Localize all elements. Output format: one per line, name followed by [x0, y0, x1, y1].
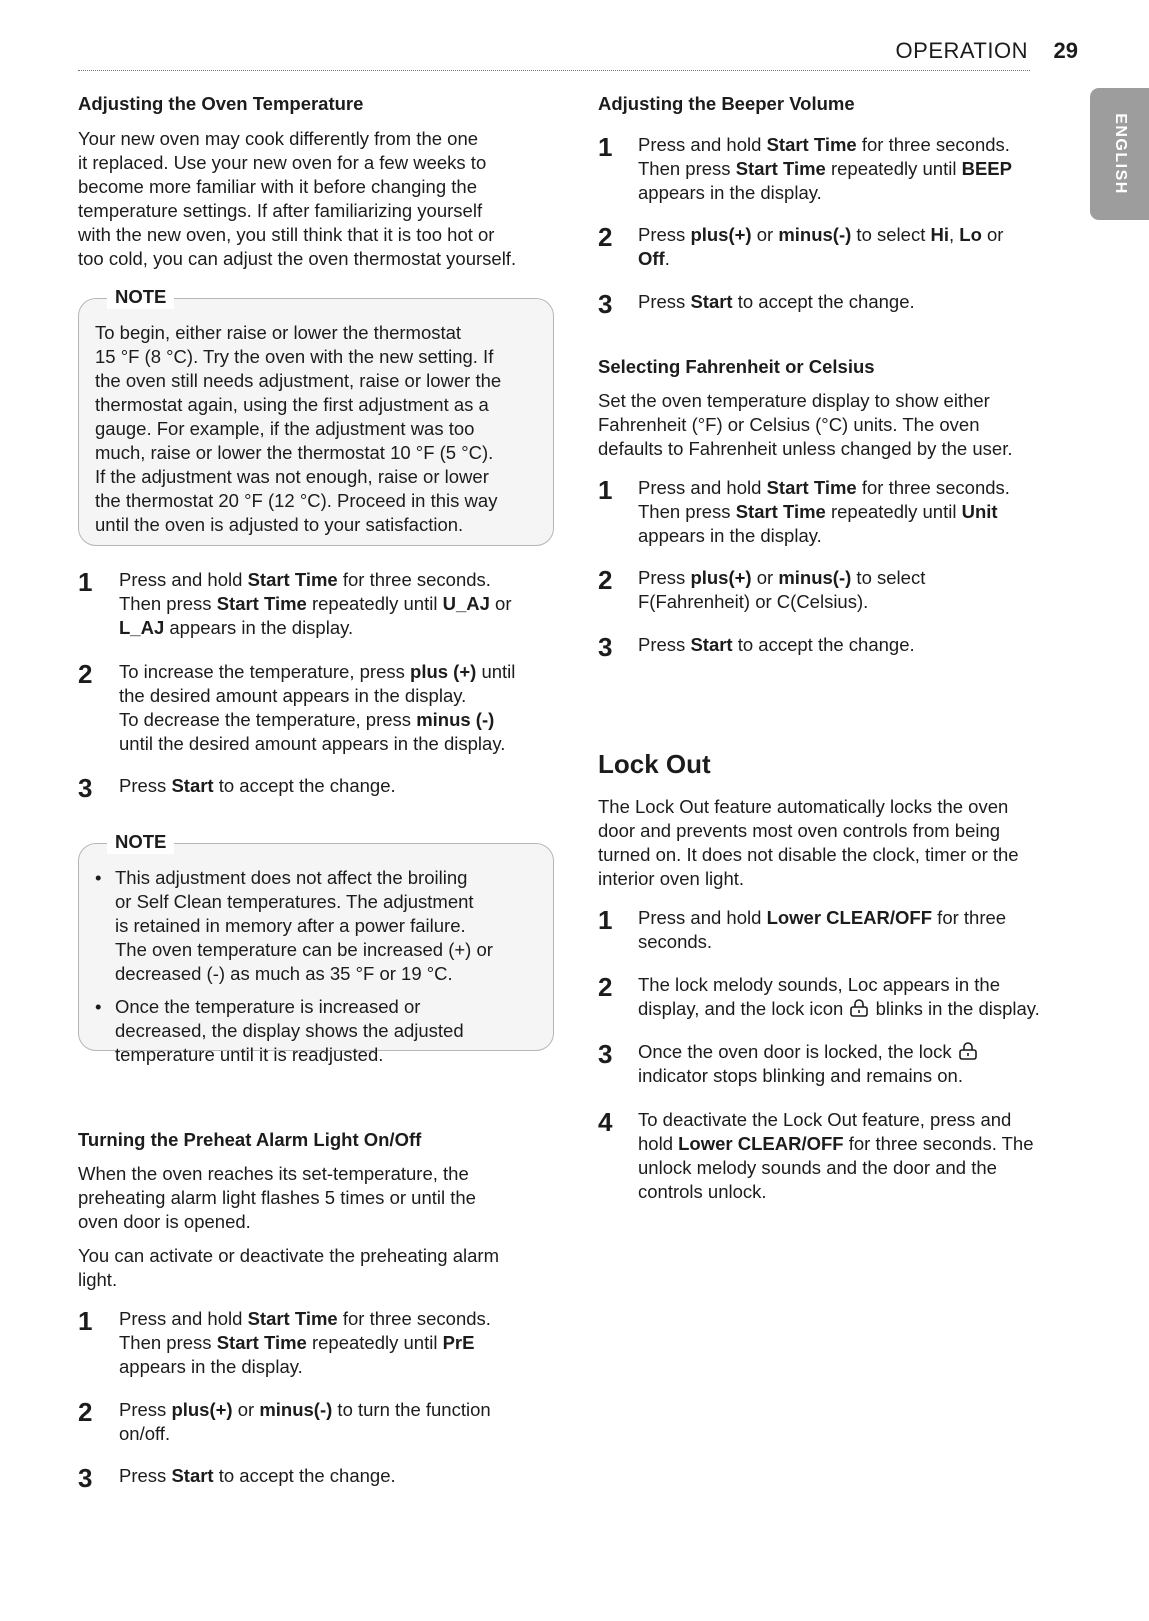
lockout-step-2	[598, 973, 1078, 1021]
beeper-heading: Adjusting the Beeper Volume	[598, 93, 855, 114]
units-intro: Set the oven temperature display to show either Fahrenheit (°F) or Celsius (°C) units. The oven defaults to Fahrenheit unless changed by the user.	[598, 390, 1013, 459]
oven-temp-heading: Adjusting the Oven Temperature	[78, 93, 364, 114]
step-text: Press and hold Start Time for three seconds. Then press Start Time repeatedly until BEEP appears in the display.	[638, 134, 1012, 203]
units-step-3	[598, 632, 1078, 662]
oven-temp-intro: Your new oven may cook differently from the one it replaced. Use your new oven for a few weeks to become more familiar with it before changing the temperature settings. If after familiarizing yourself with the new oven, you still think that it is too hot or too cold, you can adjust the oven thermostat yourself.	[78, 128, 517, 269]
page-header	[78, 38, 1078, 68]
units-step-1	[598, 476, 1078, 548]
step-number: 1	[598, 132, 613, 162]
beeper-step-1	[598, 133, 1078, 205]
preheat-step-3	[78, 1463, 558, 1493]
step-number: 3	[598, 289, 613, 319]
step-text: Press plus(+) or minus(-) to select F(Fahrenheit) or C(Celsius).	[638, 567, 926, 612]
step-text: Press and hold Start Time for three seconds. Then press Start Time repeatedly until Unit appears in the display.	[638, 477, 1010, 546]
step-text: Press plus(+) or minus(-) to select Hi, Lo or Off.	[638, 224, 1004, 269]
lock-icon	[957, 1041, 979, 1061]
step-text: Press and hold Start Time for three seconds. Then press Start Time repeatedly until PrE appears in the display.	[119, 1308, 491, 1377]
step-number: 2	[598, 565, 613, 595]
step-number: 3	[598, 1039, 613, 1069]
preheat-heading: Turning the Preheat Alarm Light On/Off	[78, 1129, 422, 1150]
step-number: 4	[598, 1107, 613, 1137]
step-text: Press Start to accept the change.	[119, 1465, 396, 1486]
language-tab-label: ENGLISH	[1111, 113, 1129, 195]
step-text: To deactivate the Lock Out feature, press and hold Lower CLEAR/OFF for three seconds. The unlock melody sounds and the door and the controls unlock.	[638, 1109, 1034, 1202]
step-text: Press Start to accept the change.	[119, 775, 396, 796]
lockout-step-1	[598, 906, 1078, 954]
preheat-paragraph-1: When the oven reaches its set-temperature, the preheating alarm light flashes 5 times or until the oven door is opened.	[78, 1163, 476, 1232]
section-title: OPERATION	[895, 38, 1028, 63]
note-box-adjustment	[78, 831, 554, 1065]
note-label: NOTE	[107, 830, 174, 854]
step-text: Once the oven door is locked, the lock indicator stops blinking and remains on.	[638, 1040, 1078, 1088]
units-heading: Selecting Fahrenheit or Celsius	[598, 356, 875, 377]
step-text: To increase the temperature, press plus (+) until the desired amount appears in the display. To decrease the temperature, press minus (-) until the desired amount appears in the display.	[119, 661, 516, 754]
oven-temp-step-3	[78, 773, 558, 803]
preheat-step-1	[78, 1307, 558, 1379]
lockout-step-3	[598, 1040, 1078, 1088]
note-bullet-list	[95, 866, 539, 1067]
step-number: 3	[78, 773, 93, 803]
note-label: NOTE	[107, 285, 174, 309]
header-divider	[78, 70, 1030, 71]
step-text: Press and hold Start Time for three seconds. Then press Start Time repeatedly until U_AJ or L_AJ appears in the display.	[119, 569, 512, 638]
lockout-step-4	[598, 1108, 1078, 1204]
lock-icon	[848, 998, 870, 1018]
step-number: 1	[78, 567, 93, 597]
step-number: 2	[78, 1397, 93, 1427]
step-text: The lock melody sounds, Loc appears in the display, and the lock icon blinks in the display.	[638, 974, 1040, 1019]
language-tab	[1090, 88, 1149, 220]
lockout-intro: The Lock Out feature automatically locks the oven door and prevents most oven controls from being turned on. It does not disable the clock, timer or the interior oven light.	[598, 796, 1019, 889]
page-number: 29	[1053, 38, 1078, 63]
step-number: 3	[598, 632, 613, 662]
step-text: Press Start to accept the change.	[638, 291, 915, 312]
oven-temp-step-1	[78, 568, 558, 640]
step-number: 1	[598, 905, 613, 935]
preheat-step-2	[78, 1398, 558, 1446]
note-text: To begin, either raise or lower the thermostat 15 °F (8 °C). Try the oven with the new setting. If the oven still needs adjustment, raise or lower the thermostat again, using the first adjustment as a gauge. For example, if the adjustment was too much, raise or lower the thermostat 10 °F (5 °C). If the adjustment was not enough, raise or lower the thermostat 20 °F (12 °C). Proceed in this way until the oven is adjusted to your satisfaction.	[95, 322, 502, 535]
step-number: 3	[78, 1463, 93, 1493]
step-number: 2	[78, 659, 93, 689]
step-number: 1	[78, 1306, 93, 1336]
preheat-paragraph-2: You can activate or deactivate the preheating alarm light.	[78, 1245, 499, 1290]
oven-temp-step-2	[78, 660, 558, 756]
step-number: 1	[598, 475, 613, 505]
beeper-step-2	[598, 223, 1078, 271]
lockout-heading: Lock Out	[598, 749, 711, 779]
step-number: 2	[598, 222, 613, 252]
step-number: 2	[598, 972, 613, 1002]
step-text: Press and hold Lower CLEAR/OFF for three seconds.	[638, 907, 1007, 952]
beeper-step-3	[598, 289, 1078, 319]
note-bullet-item: • Once the temperature is increased or decreased, the display shows the adjusted temperature until it is readjusted.	[95, 996, 464, 1065]
step-text: Press Start to accept the change.	[638, 634, 915, 655]
note-box-thermostat	[78, 286, 554, 546]
note-bullet-item: • This adjustment does not affect the broiling or Self Clean temperatures. The adjustment is retained in memory after a power failure. The oven temperature can be increased (+) or decreased (-) as much as 35 °F or 19 °C.	[95, 867, 493, 984]
units-step-2	[598, 566, 1078, 614]
step-text: Press plus(+) or minus(-) to turn the function on/off.	[119, 1399, 491, 1444]
